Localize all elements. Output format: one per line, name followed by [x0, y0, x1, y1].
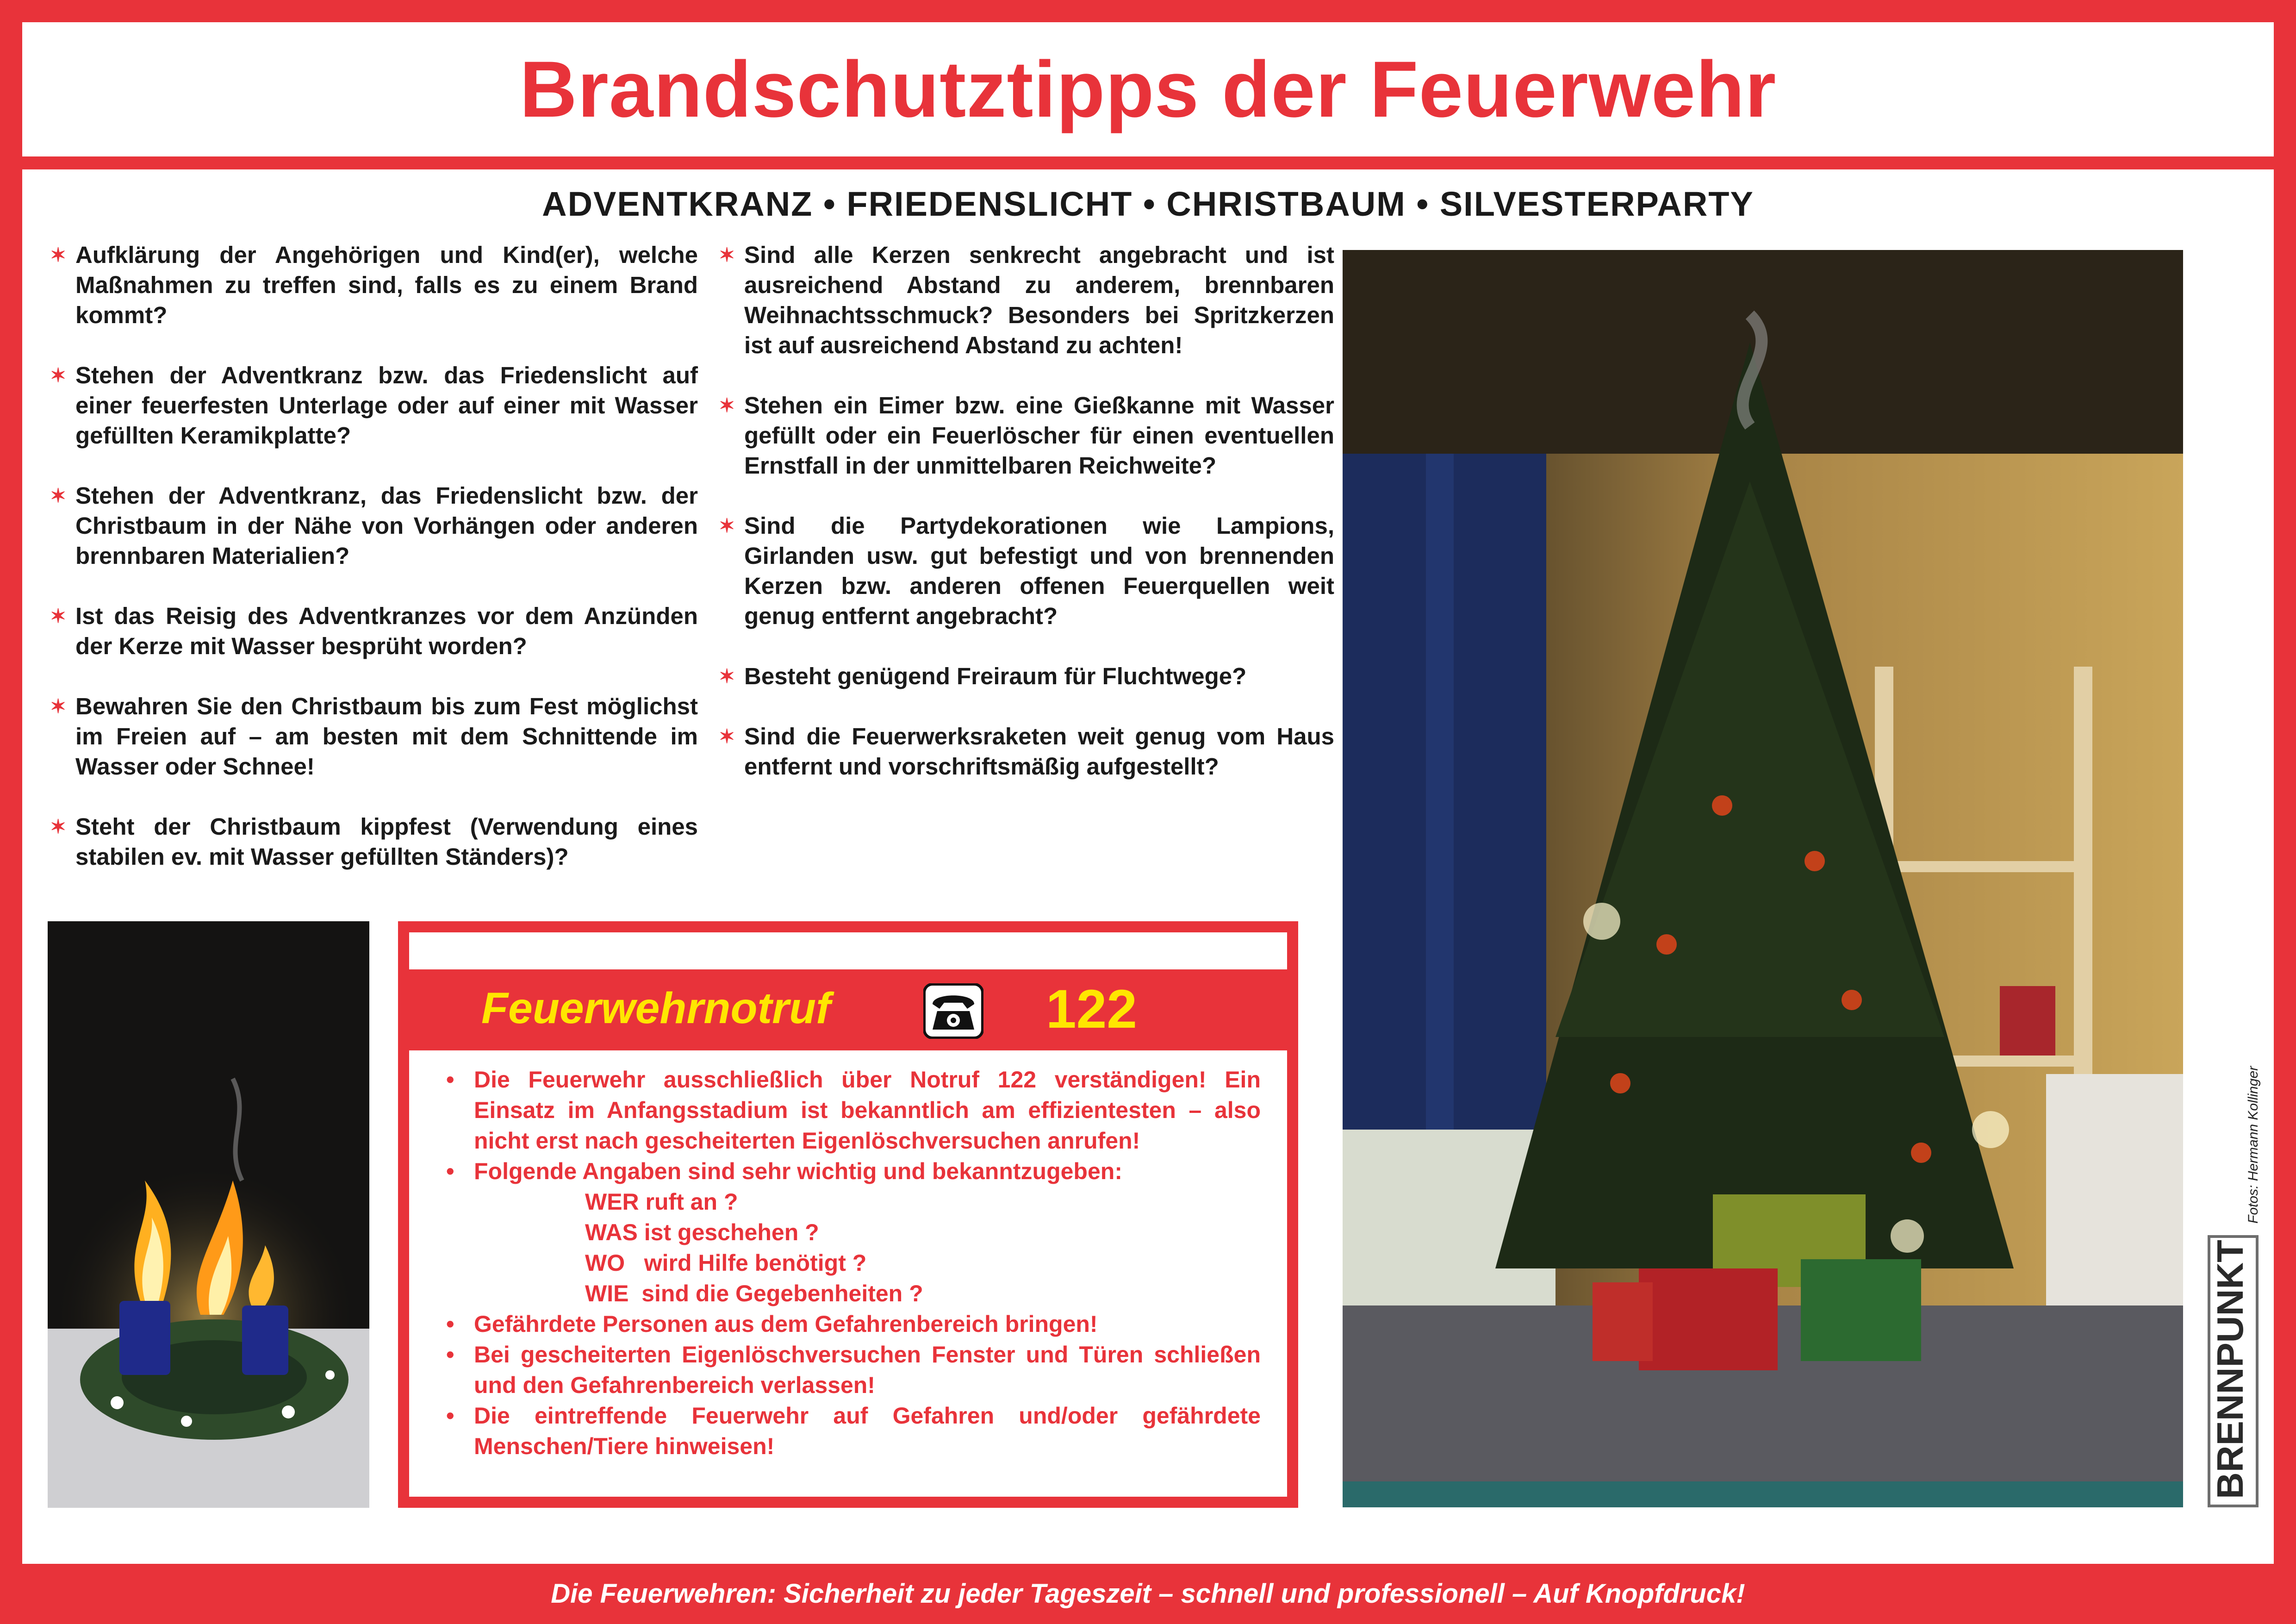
- emergency-label: Feuerwehrnotruf: [481, 984, 831, 1033]
- footer-slogan: Die Feuerwehren: Sicherheit zu jeder Tageszeit – schnell und professionell – Auf Knopfdruck!: [551, 1579, 1745, 1609]
- emergency-question: WER ruft an ?: [585, 1189, 738, 1215]
- emergency-item: • Gefährdete Personen aus dem Gefahrenbereich bringen!: [446, 1309, 1261, 1339]
- middle-question-column: [719, 240, 1334, 812]
- left-question-column: [50, 240, 698, 902]
- emergency-number: 122: [1046, 979, 1137, 1040]
- bullet-icon: •: [446, 1311, 454, 1337]
- star-bullet-icon: ✶: [719, 244, 735, 266]
- burning-christmas-tree-photo: [1343, 250, 2183, 1507]
- star-bullet-icon: ✶: [50, 605, 67, 627]
- question-item: ✶ Ist das Reisig des Adventkranzes vor dem Anzünden der Kerze mit Wasser besprüht worden?: [50, 601, 698, 661]
- star-bullet-icon: ✶: [50, 816, 67, 837]
- bullet-icon: •: [446, 1158, 454, 1184]
- question-item: ✶ Sind die Feuerwerksraketen weit genug vom Haus entfernt und vorschriftsmäßig aufgestellt?: [719, 721, 1334, 781]
- star-bullet-icon: ✶: [50, 244, 67, 266]
- emergency-question: WIE sind die Gegebenheiten ?: [585, 1280, 923, 1306]
- question-item: ✶ Aufklärung der Angehörigen und Kind(er), welche Maßnahmen zu treffen sind, falls es zu einem Brand kommt?: [50, 240, 698, 330]
- bullet-icon: •: [446, 1342, 454, 1368]
- poster-content: [22, 22, 2274, 1564]
- question-item: ✶ Steht der Christbaum kippfest (Verwendung eines stabilen ev. mit Wasser gefüllten Ständers)?: [50, 812, 698, 872]
- topics-subtitle: ADVENTKRANZ • FRIEDENSLICHT • CHRISTBAUM • SILVESTERPARTY: [542, 185, 1754, 223]
- star-bullet-icon: ✶: [50, 364, 67, 386]
- page-title: Brandschutztipps der Feuerwehr: [519, 45, 1777, 134]
- svg-text:Fotos: Hermann Kollinger: Fotos: Hermann Kollinger: [2246, 1066, 2261, 1224]
- christmas-tree-illustration: [1343, 250, 2183, 1507]
- burning-advent-wreath-photo: [48, 921, 369, 1508]
- star-bullet-icon: ✶: [719, 725, 735, 747]
- brennpunkt-logo: [2208, 1235, 2259, 1507]
- star-bullet-icon: ✶: [719, 665, 735, 687]
- emergency-item: • Die Feuerwehr ausschließlich über Notruf 122 verständigen! Ein Einsatz im Anfangsstadium ist bekanntlich am effizientesten – also nicht erst nach gescheiterten Eigenlöschversuchen anrufen!: [446, 1064, 1261, 1156]
- photo-credit: [2244, 1041, 2271, 1226]
- question-item: ✶ Besteht genügend Freiraum für Fluchtwege?: [719, 661, 1334, 691]
- telephone-icon: [923, 983, 983, 1039]
- star-bullet-icon: ✶: [719, 394, 735, 416]
- emergency-question: WO wird Hilfe benötigt ?: [585, 1250, 867, 1276]
- bullet-icon: •: [446, 1067, 454, 1093]
- advent-wreath-illustration: [48, 921, 369, 1508]
- emergency-item: • Bei gescheiterten Eigenlöschversuchen Fenster und Türen schließen und den Gefahrenbereich verlassen!: [446, 1339, 1261, 1400]
- question-item: ✶ Sind die Partydekorationen wie Lampions, Girlanden usw. gut befestigt und von brennenden Kerzen bzw. anderen offenen Feuerquellen weit genug entfernt angebracht?: [719, 511, 1334, 631]
- title-divider: [22, 156, 2274, 169]
- question-item: ✶ Stehen der Adventkranz, das Friedenslicht bzw. der Christbaum in der Nähe von Vorhängen oder anderen brennbaren Materialien?: [50, 481, 698, 571]
- emergency-call-box: [398, 921, 1298, 1508]
- question-item: ✶ Stehen der Adventkranz bzw. das Friedenslicht auf einer feuerfesten Unterlage oder auf einer mit Wasser gefüllten Keramikplatte?: [50, 360, 698, 450]
- star-bullet-icon: ✶: [719, 515, 735, 537]
- star-bullet-icon: ✶: [50, 695, 67, 717]
- emergency-question: WAS ist geschehen ?: [585, 1219, 819, 1245]
- title-box: [22, 22, 2274, 156]
- question-item: ✶ Bewahren Sie den Christbaum bis zum Fest möglichst im Freien auf – am besten mit dem Schnittende im Wasser oder Schnee!: [50, 691, 698, 781]
- emergency-item: • Die eintreffende Feuerwehr auf Gefahren und/oder gefährdete Menschen/Tiere hinweisen!: [446, 1400, 1261, 1462]
- star-bullet-icon: ✶: [50, 485, 67, 506]
- emergency-header: [398, 969, 1298, 1050]
- emergency-instructions: [409, 1050, 1287, 1497]
- bullet-icon: •: [446, 1403, 454, 1429]
- question-item: ✶ Stehen ein Eimer bzw. eine Gießkanne mit Wasser gefüllt oder ein Feuerlöscher für einen eventuellen Ernstfall in der unmittelbaren Reichweite?: [719, 390, 1334, 481]
- svg-text:BRENNPUNKT: BRENNPUNKT: [2209, 1240, 2251, 1499]
- emergency-item: • Folgende Angaben sind sehr wichtig und bekanntzugeben:: [446, 1156, 1261, 1187]
- emergency-box-top-band: [409, 932, 1287, 969]
- question-item: ✶ Sind alle Kerzen senkrecht angebracht und ist ausreichend Abstand zu anderem, brennbaren Weihnachtsschmuck? Besonders bei Spritzkerzen ist auf ausreichend Abstand zu achten!: [719, 240, 1334, 360]
